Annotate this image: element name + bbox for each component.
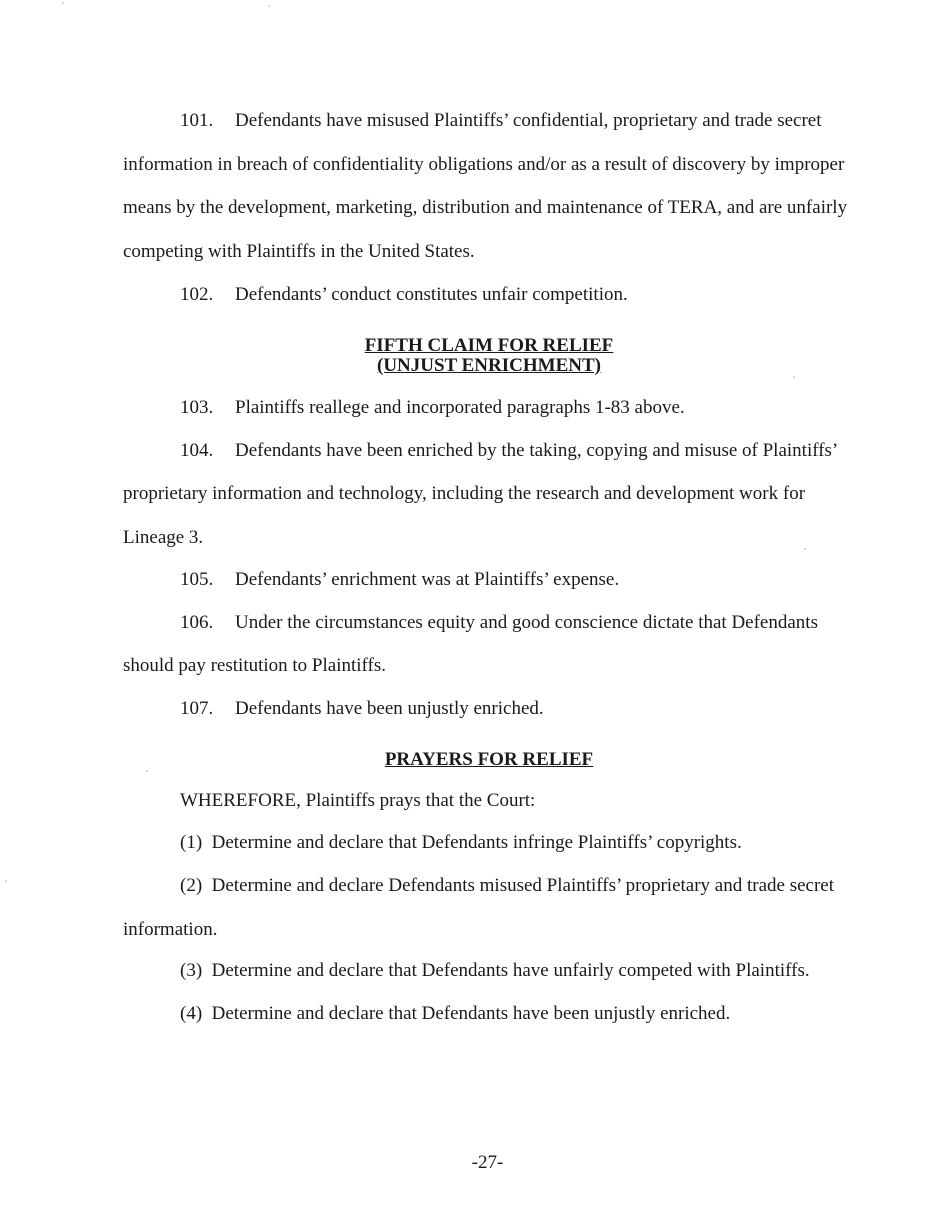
paragraph-107: 107. Defendants have been unjustly enriched. (180, 698, 544, 719)
wherefore-clause: WHEREFORE, Plaintiffs prays that the Court: (180, 790, 536, 811)
paragraph-102: 102. Defendants’ conduct constitutes unfair competition. (180, 284, 628, 305)
paragraph-101-line-2: information in breach of confidentiality obligations and/or as a result of discovery by improper (123, 154, 845, 175)
prayers-heading: PRAYERS FOR RELIEF (384, 749, 594, 770)
scan-speck (5, 880, 7, 882)
prayer-item-2-line-1: (2) Determine and declare Defendants misused Plaintiffs’ proprietary and trade secret (180, 875, 835, 896)
claim-heading-title: FIFTH CLAIM FOR RELIEF (364, 335, 614, 356)
paragraph-105: 105. Defendants’ enrichment was at Plaintiffs’ expense. (180, 569, 620, 590)
paragraph-number: 105. (180, 569, 214, 590)
scan-speck (62, 2, 64, 4)
paragraph-101-line-4: competing with Plaintiffs in the United States. (123, 241, 475, 262)
prayer-number: (2) (180, 875, 203, 896)
prayer-item-4: (4) Determine and declare that Defendants have been unjustly enriched. (180, 1003, 731, 1024)
prayer-item-2-line-2: information. (123, 919, 218, 940)
paragraph-number: 101. (180, 110, 214, 131)
prayer-item-3: (3) Determine and declare that Defendants have unfairly competed with Plaintiffs. (180, 960, 810, 981)
paragraph-101-line-3: means by the development, marketing, distribution and maintenance of TERA, and are unfairly (123, 197, 848, 218)
scan-speck (793, 376, 795, 378)
paragraph-106-line-2: should pay restitution to Plaintiffs. (123, 655, 387, 676)
prayer-number: (1) (180, 832, 203, 853)
paragraph-104-line-2: proprietary information and technology, including the research and development work for (123, 483, 806, 504)
paragraph-number: 106. (180, 612, 214, 633)
scan-speck (268, 5, 270, 7)
paragraph-103: 103. Plaintiffs reallege and incorporated paragraphs 1-83 above. (180, 397, 685, 418)
paragraph-number: 103. (180, 397, 214, 418)
paragraph-106-line-1: 106. Under the circumstances equity and good conscience dictate that Defendants (180, 612, 818, 633)
claim-heading-subtitle: (UNJUST ENRICHMENT) (377, 355, 601, 376)
prayer-item-1: (1) Determine and declare that Defendants infringe Plaintiffs’ copyrights. (180, 832, 742, 853)
paragraph-number: 104. (180, 440, 214, 461)
paragraph-number: 107. (180, 698, 214, 719)
paragraph-number: 102. (180, 284, 214, 305)
page-number: -27- (471, 1152, 504, 1173)
paragraph-104-line-3: Lineage 3. (123, 527, 204, 548)
scan-speck (804, 548, 806, 550)
paragraph-101-line-1: 101. Defendants have misused Plaintiffs’ confidential, proprietary and trade secret (180, 110, 822, 131)
prayer-number: (3) (180, 960, 203, 981)
paragraph-104-line-1: 104. Defendants have been enriched by the taking, copying and misuse of Plaintiffs’ (180, 440, 839, 461)
scan-speck (146, 770, 148, 772)
prayer-number: (4) (180, 1003, 203, 1024)
